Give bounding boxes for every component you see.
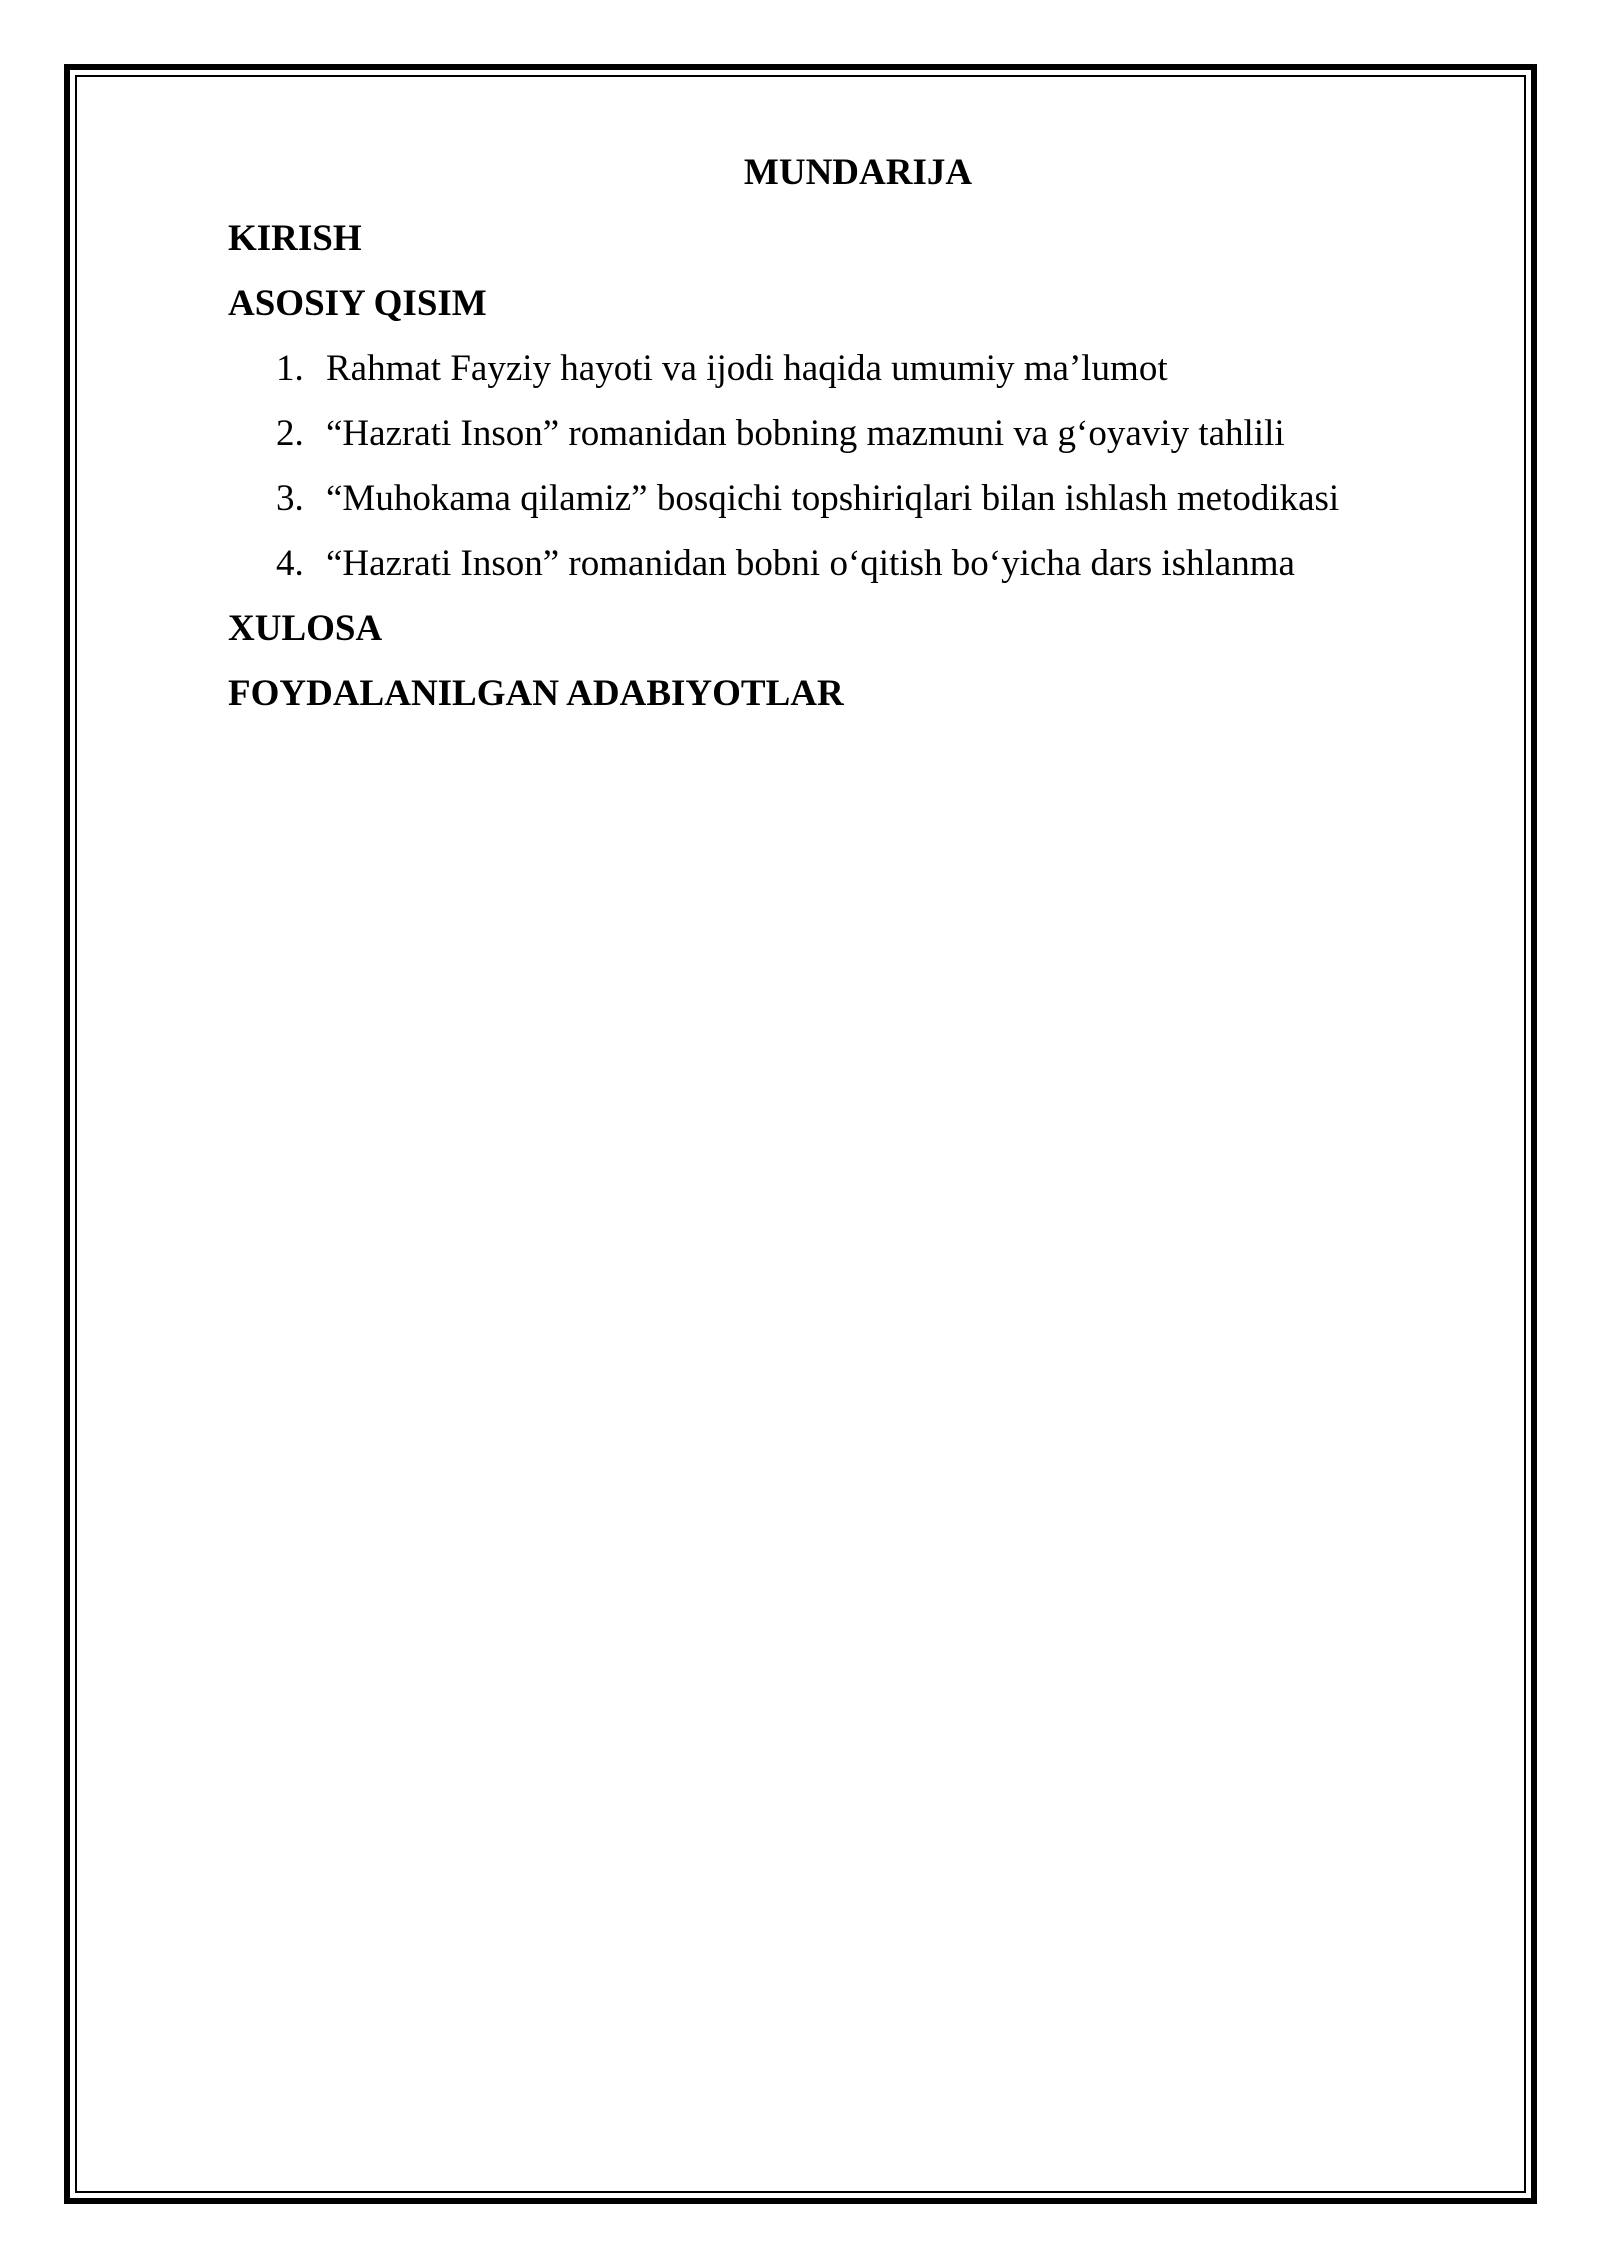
toc-item-text: “Hazrati Inson” romanidan bobning mazmuni va g‘oyaviy tahlili bbox=[326, 413, 1285, 454]
toc-item bbox=[276, 411, 1285, 457]
toc-item-number: 3. bbox=[276, 478, 304, 519]
toc-title: MUNDARIJA bbox=[743, 152, 973, 193]
toc-heading-references: FOYDALANILGAN ADABIYOTLAR bbox=[228, 673, 844, 714]
toc-item bbox=[276, 541, 1295, 587]
toc-heading-main: ASOSIY QISIM bbox=[228, 283, 487, 324]
toc-item bbox=[276, 476, 1339, 522]
toc-item-text: Rahmat Fayziy hayoti va ijodi haqida umumiy ma’lumot bbox=[326, 348, 1168, 389]
toc-heading-conclusion: XULOSA bbox=[228, 608, 383, 649]
page-border-inner bbox=[75, 75, 1526, 2193]
toc-item-number: 1. bbox=[276, 348, 304, 389]
toc-item-text: “Muhokama qilamiz” bosqichi topshiriqlari bilan ishlash metodikasi bbox=[326, 478, 1340, 519]
toc-item bbox=[276, 346, 1168, 392]
toc-heading-intro: KIRISH bbox=[228, 218, 362, 259]
toc-item-number: 2. bbox=[276, 413, 304, 454]
toc-item-number: 4. bbox=[276, 543, 304, 584]
toc-item-text: “Hazrati Inson” romanidan bobni o‘qitish bo‘yicha dars ishlanma bbox=[326, 543, 1295, 584]
